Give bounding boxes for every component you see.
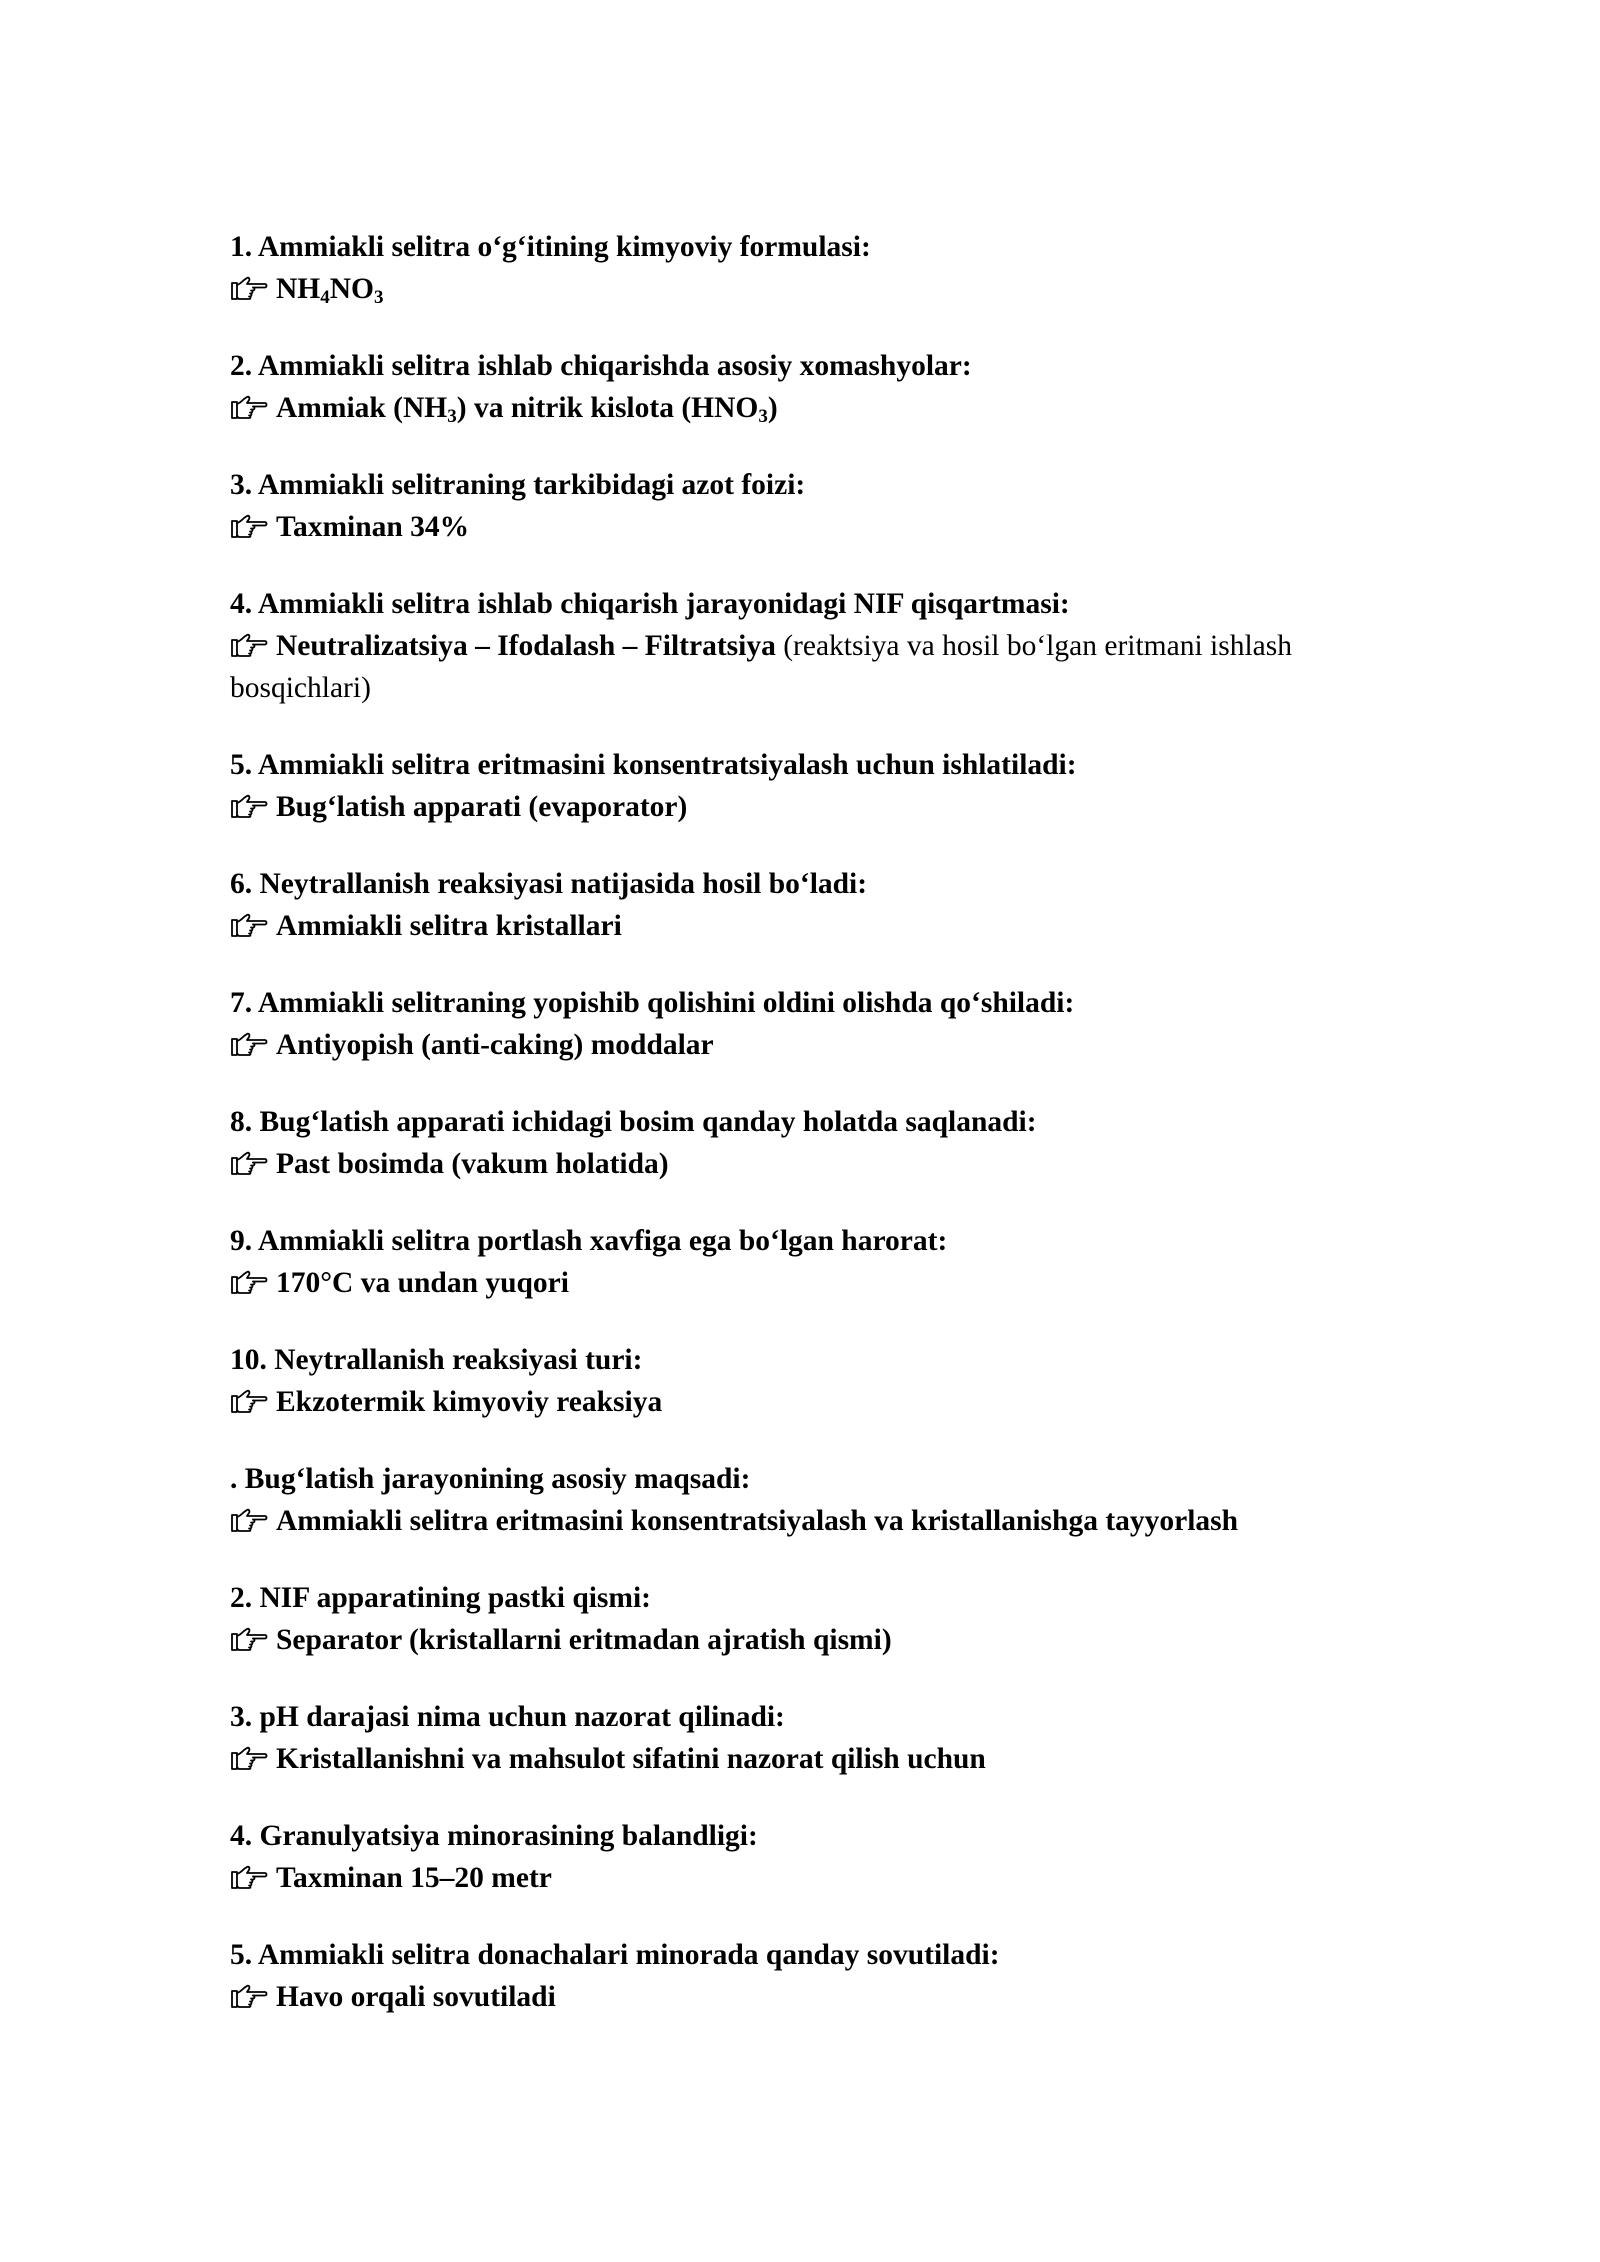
pointing-hand-icon [230, 790, 268, 818]
answer-text [276, 1148, 669, 1180]
question-text: 4. Ammiakli selitra ishlab chiqarish jarayonidagi NIF qisqartmasi: [230, 588, 1070, 620]
answer-line [230, 625, 1410, 709]
qa-item [230, 1577, 1410, 1661]
answer-segment: Taxminan 34% [276, 511, 470, 543]
answer-text [276, 1505, 1238, 1537]
answer-segment: Ekzotermik kimyoviy reaksiya [276, 1386, 663, 1418]
answer-text [276, 392, 778, 427]
question-text: 3. pH darajasi nima uchun nazorat qilinadi: [230, 1701, 785, 1733]
qa-item [230, 226, 1410, 310]
answer-line [230, 1500, 1410, 1542]
question-text: 9. Ammiakli selitra portlash xavfiga ega bo‘lgan harorat: [230, 1225, 948, 1257]
answer-segment: Bug‘latish apparati (evaporator) [276, 791, 688, 823]
answer-text [276, 1981, 556, 2013]
question-text: 5. Ammiakli selitra donachalari minorada qanday sovutiladi: [230, 1939, 1000, 1971]
answer-text [276, 630, 776, 662]
answer-segment: ) [767, 392, 778, 424]
pointing-hand-icon [230, 1980, 268, 2008]
answer-text [276, 1624, 892, 1656]
qa-item [230, 464, 1410, 548]
answer-segment: Havo orqali sovutiladi [276, 1981, 556, 2013]
answer-segment: Ammiakli selitra eritmasini konsentratsiyalash va kristallanishga tayyorlash [276, 1505, 1239, 1537]
answer-note: (reaktsiya va hosil bo‘lgan eritmani ishlash bosqichlari) [230, 630, 1292, 704]
answer-line [230, 905, 1410, 947]
subscript: 3 [447, 406, 457, 427]
answer-segment: Neutralizatsiya – Ifodalash – Filtratsiya [276, 630, 776, 662]
answer-text [276, 273, 384, 308]
qa-item [230, 345, 1410, 429]
question-text: 1. Ammiakli selitra o‘g‘itining kimyoviy formulasi: [230, 231, 871, 263]
qa-item [230, 863, 1410, 947]
answer-segment: Taxminan 15–20 metr [276, 1862, 552, 1894]
answer-line [230, 1024, 1410, 1066]
pointing-hand-icon [230, 909, 268, 937]
pointing-hand-icon [230, 629, 268, 657]
answer-segment: Past bosimda (vakum holatida) [276, 1148, 669, 1180]
answer-segment: ) va nitrik kislota (HNO [456, 392, 759, 424]
answer-segment: Antiyopish (anti-caking) moddalar [276, 1029, 714, 1061]
answer-text [276, 1267, 569, 1299]
subscript: 3 [374, 287, 384, 308]
answer-segment: Ammiak (NH [276, 392, 448, 424]
pointing-hand-icon [230, 1623, 268, 1651]
subscript: 3 [758, 406, 768, 427]
qa-item [230, 1815, 1410, 1899]
pointing-hand-icon [230, 1266, 268, 1294]
answer-line [230, 506, 1410, 548]
qa-item [230, 1339, 1410, 1423]
qa-item [230, 1458, 1410, 1542]
answer-line [230, 1976, 1410, 2018]
answer-text [276, 1862, 552, 1894]
answer-segment: 170°C va undan yuqori [276, 1267, 569, 1299]
pointing-hand-icon [230, 391, 268, 419]
pointing-hand-icon [230, 1385, 268, 1413]
question-text: 2. NIF apparatining pastki qismi: [230, 1582, 652, 1614]
document-page [230, 226, 1410, 2053]
qa-item [230, 583, 1410, 709]
question-text: 2. Ammiakli selitra ishlab chiqarishda asosiy xomashyolar: [230, 350, 972, 382]
question-text: 10. Neytrallanish reaksiyasi turi: [230, 1344, 643, 1376]
answer-text [276, 791, 687, 823]
qa-item [230, 744, 1410, 828]
question-text: 4. Granulyatsiya minorasining balandligi: [230, 1820, 758, 1852]
answer-line [230, 1857, 1410, 1899]
pointing-hand-icon [230, 1147, 268, 1175]
pointing-hand-icon [230, 1742, 268, 1770]
question-text: 6. Neytrallanish reaksiyasi natijasida hosil bo‘ladi: [230, 868, 868, 900]
answer-segment: Kristallanishni va mahsulot sifatini nazorat qilish uchun [276, 1743, 986, 1775]
answer-line [230, 1262, 1410, 1304]
subscript: 4 [320, 287, 330, 308]
answer-line [230, 1143, 1410, 1185]
answer-text [276, 910, 622, 942]
pointing-hand-icon [230, 1028, 268, 1056]
answer-segment: Ammiakli selitra kristallari [276, 910, 622, 942]
answer-segment: NH [276, 273, 321, 305]
answer-text [276, 1743, 986, 1775]
qa-item [230, 982, 1410, 1066]
question-text: 5. Ammiakli selitra eritmasini konsentratsiyalash uchun ishlatiladi: [230, 749, 1077, 781]
answer-segment: NO [329, 273, 374, 305]
pointing-hand-icon [230, 510, 268, 538]
qa-list [230, 226, 1410, 2018]
answer-text [276, 511, 469, 543]
qa-item [230, 1934, 1410, 2018]
pointing-hand-icon [230, 1504, 268, 1532]
answer-line [230, 1619, 1410, 1661]
answer-line [230, 268, 1410, 310]
answer-text [276, 1386, 662, 1418]
pointing-hand-icon [230, 1861, 268, 1889]
answer-line [230, 786, 1410, 828]
pointing-hand-icon [230, 272, 268, 300]
question-text: . Bug‘latish jarayonining asosiy maqsadi: [230, 1463, 751, 1495]
question-text: 8. Bug‘latish apparati ichidagi bosim qanday holatda saqlanadi: [230, 1106, 1037, 1138]
qa-item [230, 1696, 1410, 1780]
answer-line [230, 387, 1410, 429]
question-text: 7. Ammiakli selitraning yopishib qolishini oldini olishda qo‘shiladi: [230, 987, 1075, 1019]
question-text: 3. Ammiakli selitraning tarkibidagi azot foizi: [230, 469, 806, 501]
qa-item [230, 1220, 1410, 1304]
answer-line [230, 1381, 1410, 1423]
answer-line [230, 1738, 1410, 1780]
qa-item [230, 1101, 1410, 1185]
answer-segment: Separator (kristallarni eritmadan ajratish qismi) [276, 1624, 892, 1656]
answer-text [276, 1029, 714, 1061]
